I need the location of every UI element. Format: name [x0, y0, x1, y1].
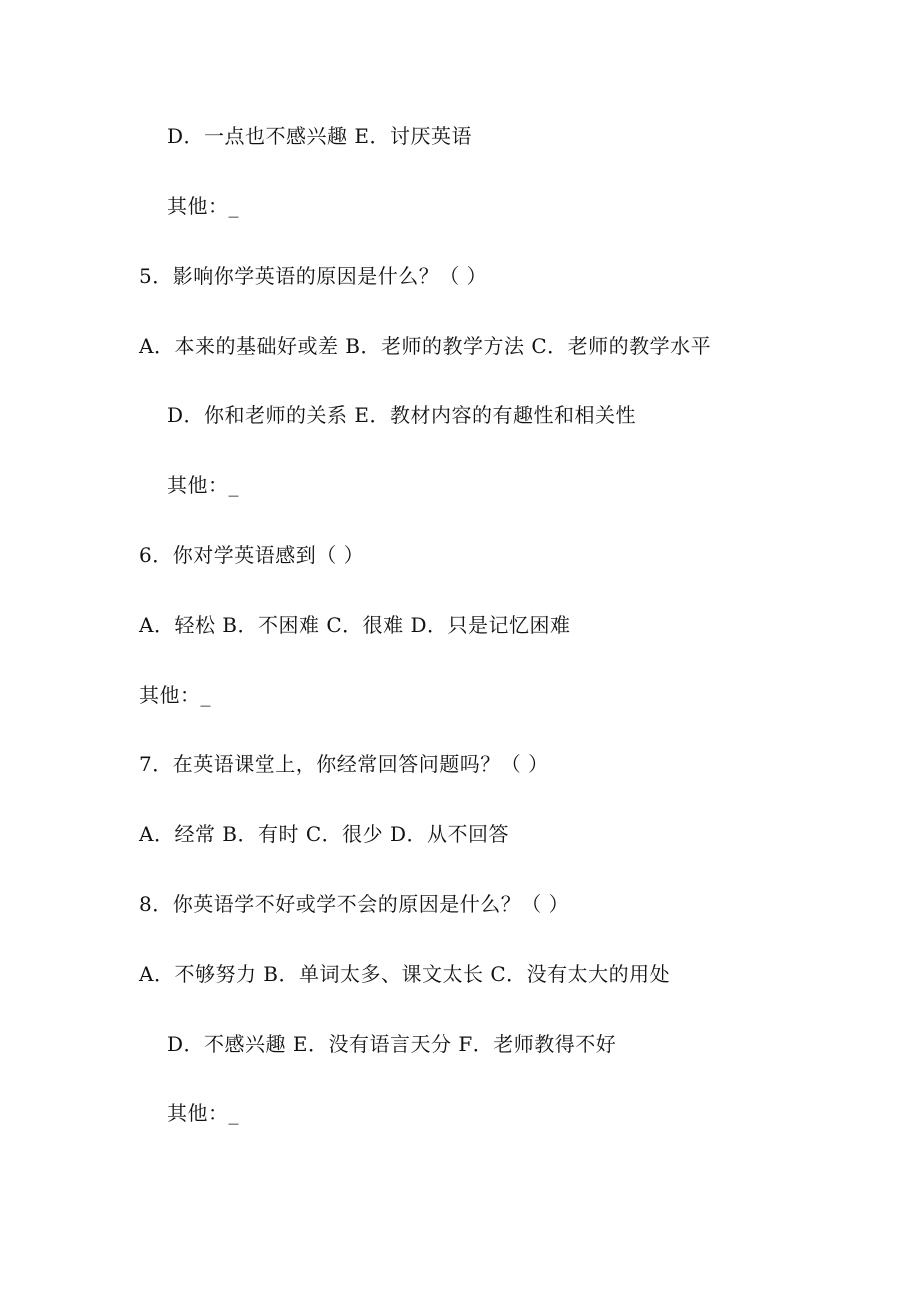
q8-options-d-f: D．不感兴趣 E．没有语言天分 F．老师教得不好 — [167, 1032, 617, 1056]
q8-options-a-c: A．不够努力 B．单词太多、课文太长 C．没有太大的用处 — [139, 962, 671, 986]
q5-options-d-e: D．你和老师的关系 E．教材内容的有趣性和相关性 — [167, 403, 636, 427]
q4-options-d-e: D．一点也不感兴趣 E．讨厌英语 — [167, 124, 472, 148]
q5-other: 其他：_ — [167, 473, 239, 497]
q8-question: 8．你英语学不好或学不会的原因是什么？（ ） — [139, 892, 570, 916]
q6-question: 6．你对学英语感到（ ） — [139, 543, 365, 567]
q6-options: A．轻松 B．不困难 C．很难 D．只是记忆困难 — [139, 613, 571, 637]
q7-options: A．经常 B．有时 C．很少 D．从不回答 — [139, 822, 510, 846]
q6-other: 其他：_ — [139, 683, 211, 707]
q4-other: 其他：_ — [167, 194, 239, 218]
q8-other: 其他：_ — [167, 1101, 239, 1125]
q5-question: 5．影响你学英语的原因是什么？（ ） — [139, 264, 488, 288]
q5-options-a-c: A．本来的基础好或差 B．老师的教学方法 C．老师的教学水平 — [139, 334, 712, 358]
q7-question: 7．在英语课堂上，你经常回答问题吗？（ ） — [139, 752, 549, 776]
